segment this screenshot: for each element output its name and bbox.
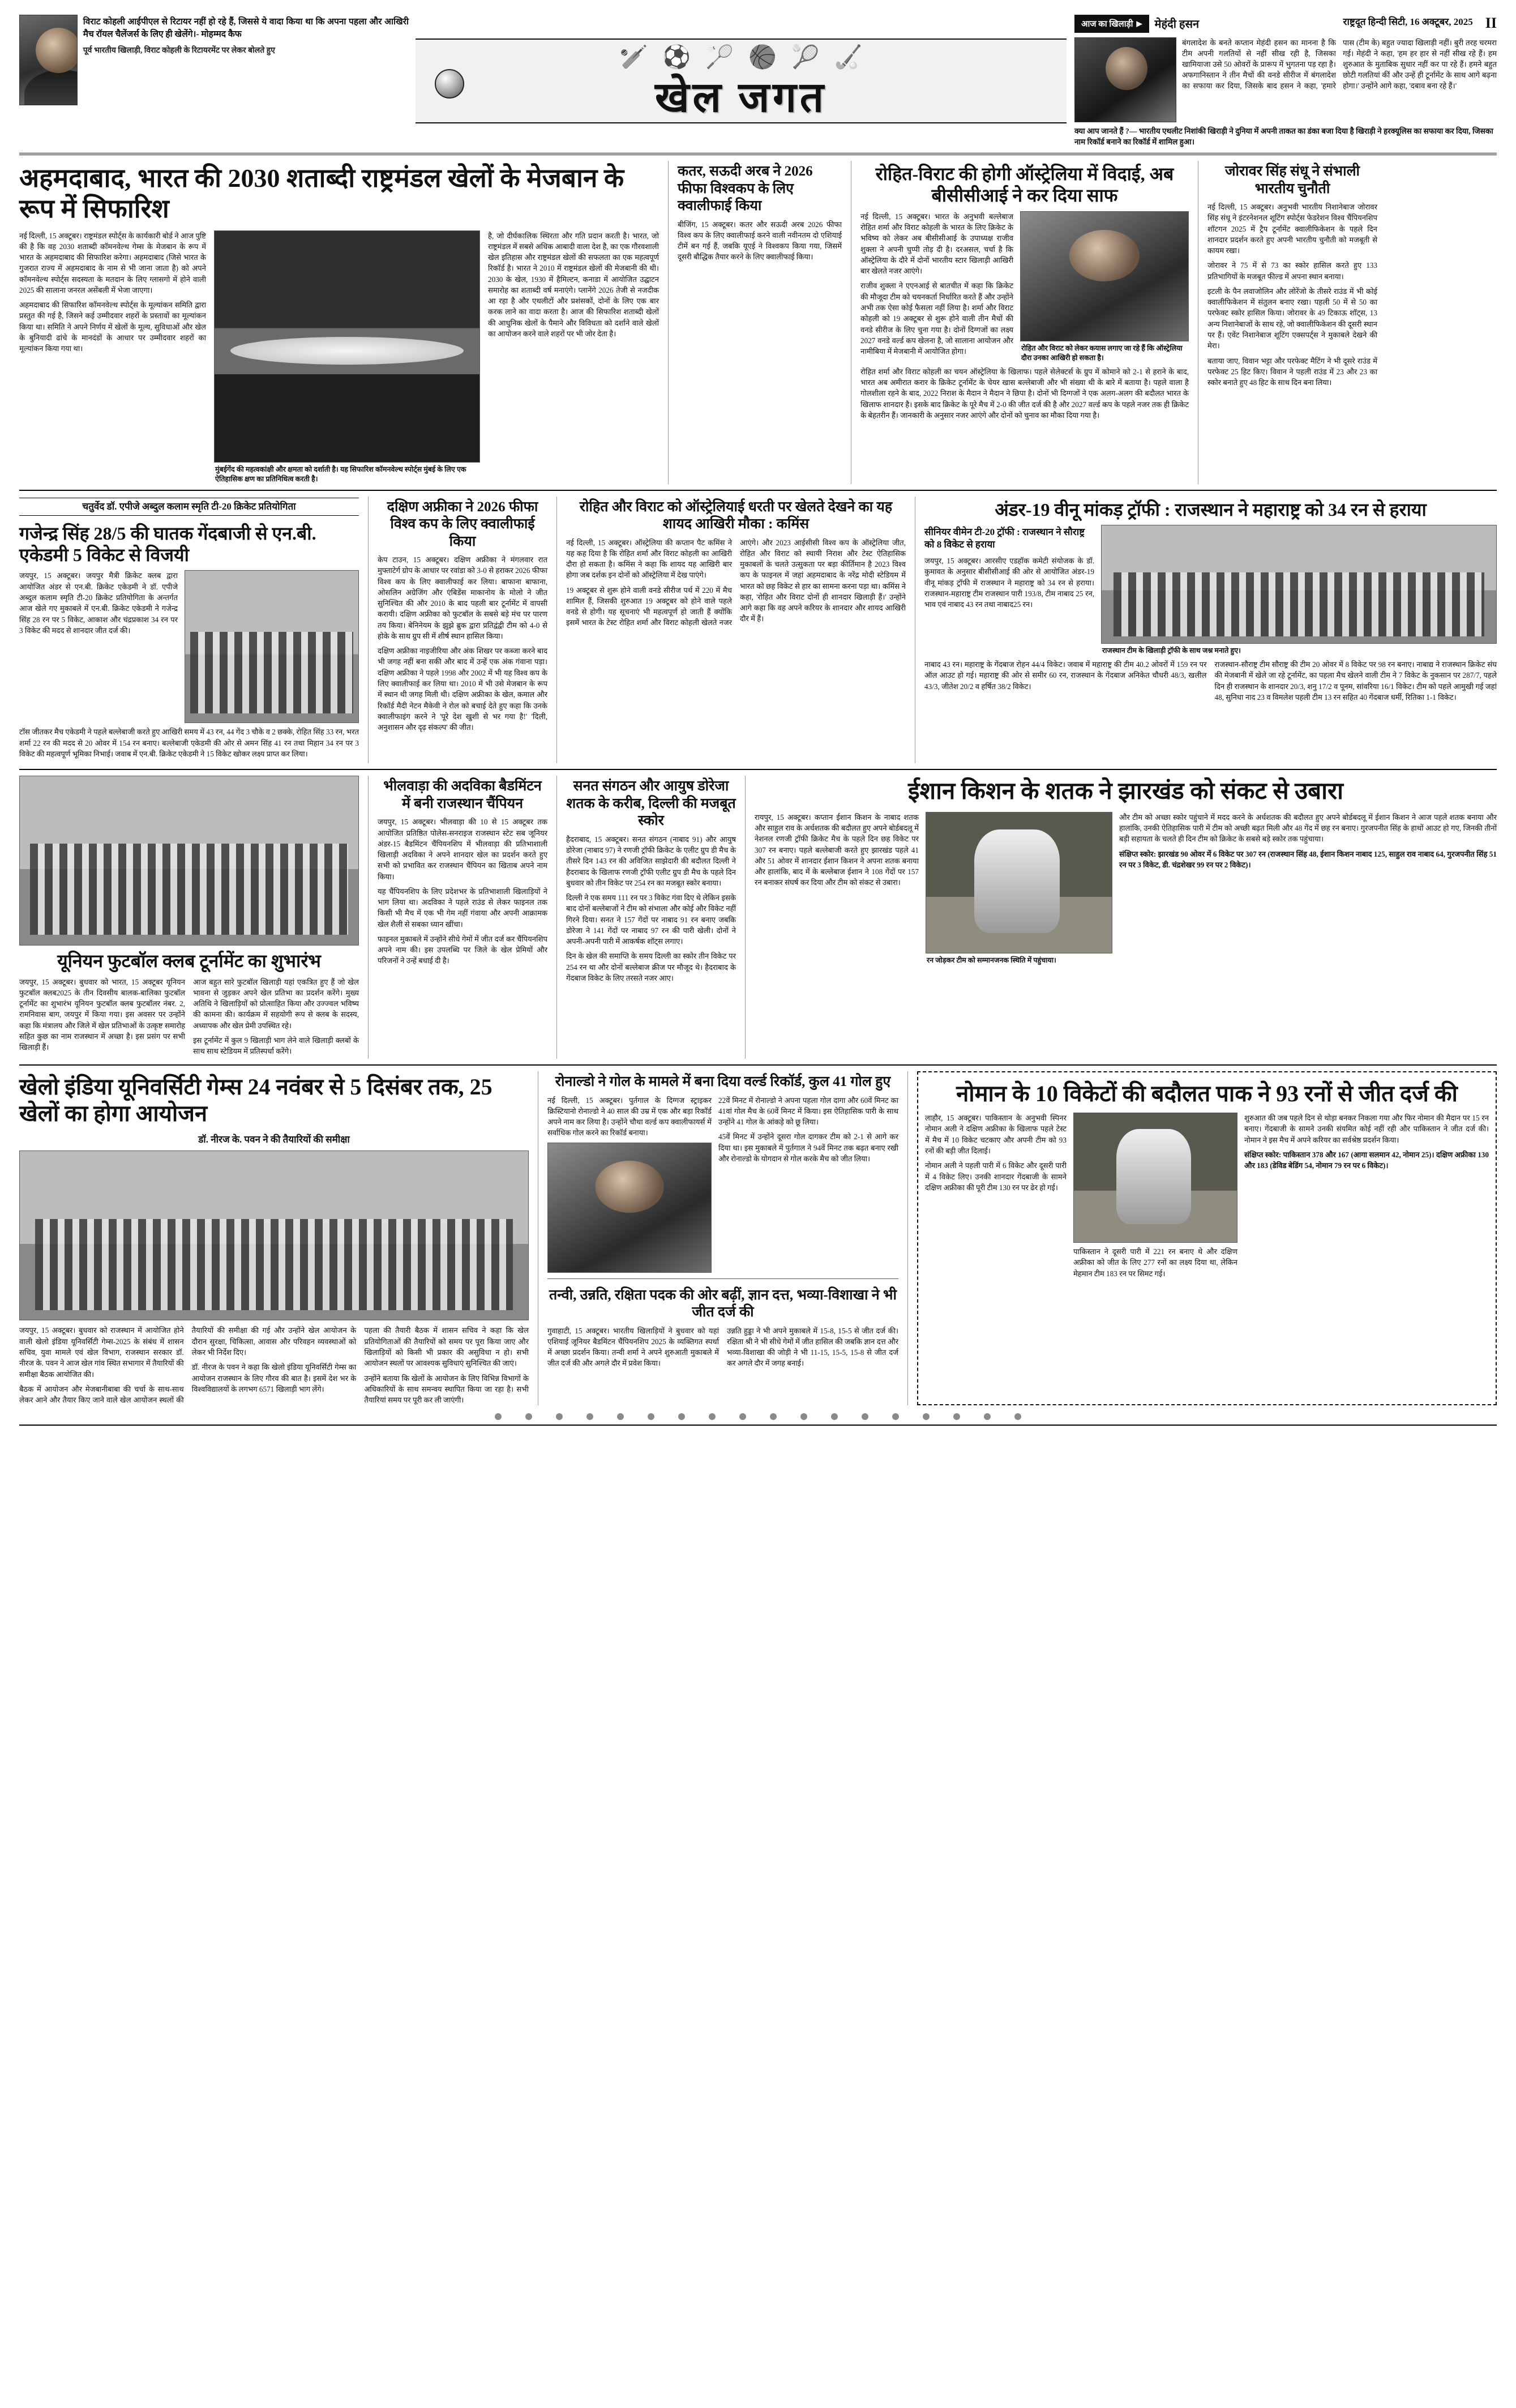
sa-qualify-para-2: दक्षिण अफ्रीका नाइजीरिया और अंक शिखर पर कब्जा करने बाद भी जगह नहीं बना सकी और बाद में उन्हें एक अंक गंवाना पड़ा। दक्षिण अफ्रीका ने पहले 1998 और 2002 में भी यह विश्व कप के लिए क्वालीफाई कर लिया था। 2010 में भी उसे मेजबान के रूप में स्थान थी जगह मिली थी। दक्षिण अफ्रीका के खेल, कमाल और रिकॉर्ड मैदी नेटन मैकेवी ने रोल को बचाई देते हुए कहा कि उनके क्वालीफाइंग करने ने 'पूरे देश खुशी से भर गया है!' 'दिली, अनुशासन और दृढ़ संकल्प' की जीत। — [378, 647, 547, 732]
sant-para-2: दिल्ली ने एक समय 111 रन पर 3 विकेट गंवा दिए थे लेकिन इसके बाद दोनों बल्लेबाजों ने टीम को संभाला और कोई और विकेट नहीं गिरने दिया। सनत ने 157 गेंदों पर नाबाद 91 रन बनाए जबकि डोरेजा ने 141 गेंदों पर नाबाद 97 रन की पारी खेली। दोनों ने अपनी-अपनी पारी में आकर्षक शॉट्स लगाए। — [566, 893, 736, 946]
ronaldo-para-2: 22वें मिनट में रोनाल्डो ने अपना पहला गोल दागा और 60वें मिनट का 41वां गोल मैच के 60वें मिनट में किया। इस ऐतिहासिक पारी के साथ उन्होंने 41 गोल के आंकड़े को छू लिया। — [718, 1096, 898, 1127]
masthead-right-top — [1074, 15, 1497, 33]
rohit-photo-caption: रोहित और विराट को लेकर कयास लगाए जा रहे हैं कि ऑस्ट्रेलिया दौरा उनका आखिरी हो सकता है। — [1021, 344, 1183, 362]
kalam-strip-label: चतुर्वेद डॉ. एपीजे अब्दुल कलाम स्मृति टी-20 क्रिकेट प्रतियोगिता — [19, 498, 359, 516]
lead-para-2: अहमदाबाद की सिफारिश कॉमनवेल्थ स्पोर्ट्स के मूल्यांकन समिति द्वारा प्रस्तुत की गई है, जिसने कई उम्मीदवार शहरों के प्रस्तावों का मूल्यांकन किया था। समिति ने अपने निर्णय में खेलों के मूल्य, सुविधाओं और खेल के बुनियादी ढांचे के मानदंडों के आधार पर उम्मीदवार शहरों का मूल्यांकन किया गया था। — [19, 301, 206, 353]
footer-dot — [586, 1413, 593, 1420]
noman-story — [917, 1071, 1497, 1405]
khelo-india-para-3: डॉ. नीरज के पवन ने कहा कि खेलो इंडिया यूनिवर्सिटी गेम्स का आयोजन राजस्थान के लिए गौरव की बात है। इसमें देश भर के विश्वविद्यालयों के लगभग 6571 खिलाड़ी भाग लेंगे। — [191, 1363, 357, 1393]
row-four — [19, 1071, 1497, 1405]
cummins-headline: रोहित और विराट को ऑस्ट्रेलियाई धरती पर खेलते देखने का यह शायद आखिरी मौका : कमिंस — [579, 499, 893, 532]
union-football-para-3: इस टूर्नामेंट में कुल 9 खिलाड़ी भाग लेने वाले खिलाड़ी क्लबों के साथ साथ स्टेडियम में प्रतिस्पर्धा करेंगे। — [193, 1036, 359, 1056]
union-football-para-2: आज बहुत सारे फुटबॉल खिलाड़ी यहां एकत्रित हुए हैं जो खेल भावना से जुड़कर अपने खेल प्रतिभा का प्रदर्शन करेंगे। मुख्य अतिथि ने खिलाड़ियों को प्रोत्साहित किया और उज्ज्वल भविष्य की कामना की। कार्यक्रम में सहयोगी रूप से क्लब के सदस्य, अध्यापक और खेल प्रेमी उपस्थित रहे। — [193, 977, 359, 1030]
footer-rule — [19, 1425, 1497, 1426]
bhilwara-para-1: जयपुर, 15 अक्टूबर। भीलवाड़ा की 10 से 15 अक्टूबर तक आयोजित प्रतिष्ठित पोलेस-सनराइज राजस्थान स्टेट सब जूनियर अंडर-15 बैडमिंटन चैंपियनशिप में भीलवाड़ा की प्रतिभाशाली खिलाड़ी अदविका ने अपने शानदार खेल का प्रदर्शन करते हुए सभी को प्रभावित कर राजस्थान चैंपियन का खिताब अपने नाम किया। — [378, 818, 547, 881]
masthead-quote-caption: पूर्व भारतीय खिलाड़ी, विराट कोहली के रिटायरमेंट पर लेकर बोलते हुए — [83, 46, 275, 55]
sant-para-3: दिन के खेल की समाप्ति के समय दिल्ली का स्कोर तीन विकेट पर 254 रन था और दोनों बल्लेबाज क्रीज पर मौजूद थे। हैदराबाद के गेंदबाज विकेट के लिए तरसते नजर आए। — [566, 952, 736, 982]
masthead-right-body — [1074, 37, 1497, 122]
footer-dot — [678, 1413, 685, 1420]
cummins-story — [566, 497, 906, 764]
stadium-photo-caption: मुंबईगेंद की महत्वकांक्षी और क्षमता को दर्शाती है। यह सिफारिश कॉमनवेल्थ स्पोर्ट्स मुंबई के लिए एक ऐतिहासिक क्षण का प्रतिनिधित्व करती है। — [215, 465, 466, 483]
khelo-india-story — [19, 1071, 529, 1405]
footer-dot — [1014, 1413, 1021, 1420]
footer-dot — [831, 1413, 838, 1420]
tanvi-para-2: उन्नति हुड्डा ने भी अपने मुकाबले में 15-8, 15-5 से जीत दर्ज की। रक्षिता श्री ने भी सीधे गेमों में जीत हासिल की जबकि ज्ञान दत्त और भव्या-विशाखा की जोड़ी ने भी 11-15, 15-5, 15-8 से जीत दर्ज कर अगले दौर में जगह बनाई। — [727, 1326, 898, 1368]
basketball-icon: 🏀 — [748, 44, 777, 70]
row-three — [19, 776, 1497, 1059]
divider-row-1 — [19, 490, 1497, 491]
sa-qualify-story — [378, 497, 547, 764]
noman-para-1: लाहौर, 15 अक्टूबर। पाकिस्तान के अनुभवी स्पिनर नोमान अली ने दक्षिण अफ्रीका के खिलाफ पहले टेस्ट में मैच में 10 विकेट चटकाए और अपनी टीम को 93 रनों की बड़ी जीत दिलाई। — [925, 1114, 1067, 1155]
badminton-icon: 🏸 — [705, 44, 734, 70]
lead-para-1: नई दिल्ली, 15 अक्टूबर। राष्ट्रमंडल स्पोर्ट्स के कार्यकारी बोर्ड ने आज पुष्टि की है कि वह 2030 शताब्दी कॉमनवेल्थ गेम्स के मेजबान के रूप में भारत के अहमदाबाद की सिफारिश करेगा। अहमदाबाद (जिसे भारत के गुजरात राज्य में अहमदाबाद के नाम से भी जाना जाता है) को अपने कॉमनवेल्थ स्पोर्ट्स सदस्यता के मतदान के लिए ग्लासगो में होने वाली 2025 की सालाना जनरल असेंबली में भेजा जाएगा। — [19, 231, 206, 294]
row-lead — [19, 161, 1497, 484]
tennis-icon: 🎾 — [791, 44, 820, 70]
footer-dot — [862, 1413, 868, 1420]
ishan-photo-caption: रन जोड़कर टीम को सम्मानजनक स्थिति में पहुंचाया। — [927, 956, 1056, 964]
noman-para-4: शुरुआत की जब पहले दिन से थोड़ा बनकर निकला गया और फिर नोमान की मैदान पर 15 रन बनाए। गेंदबाजी के सामने उनकी संयमित कोई नहीं रही और पाकिस्तान ने जीत दर्ज की। नोमान ने इस मैच में अपने करियर का सर्वश्रेष्ठ प्रदर्शन किया। — [1244, 1114, 1489, 1144]
player-of-day-name: मेहंदी हसन — [1154, 18, 1200, 31]
u19-subhead: सीनियर वीमेन टी-20 ट्रॉफी : राजस्थान ने सौराष्ट्र को 8 विकेट से हराया — [924, 526, 1085, 550]
footer-dot — [556, 1413, 563, 1420]
masthead-center — [416, 15, 1067, 147]
noman-bowling-photo — [1073, 1113, 1237, 1243]
divider-vertical-7 — [368, 776, 369, 1059]
u19-para-1: जयपुर, 15 अक्टूबर। आरसीए एडहॉक कमेटी संयोजक के डॉ. कुमावत के अनुसार बीसीसीआई की ओर से आयोजित अंडर-19 वीनू मांकड़ ट्रॉफी में राजस्थान ने महाराष्ट्र को 34 रन से हराया। राजस्थान-महाराष्ट्र टीम राजस्थान पारी 193/8, टीम नाबाद 25 रन, भाव एवं नाबाद 43 रन तथा नाबाद25 रन। — [924, 557, 1094, 609]
ronaldo-para-1: नई दिल्ली, 15 अक्टूबर। पुर्तगाल के दिग्गज स्ट्राइकर क्रिस्टियानो रोनाल्डो ने 40 साल की उम्र में एक और बड़ा रिकॉर्ड अपने नाम कर लिया है। उन्होंने चौथा वर्ल्ड कप क्वालीफायर्स में सर्वाधिक गोल करने का रिकॉर्ड बनाया। — [547, 1096, 712, 1137]
qatar-headline: कतर, सऊदी अरब ने 2026 फीफा विश्वकप के लिए क्वालीफाई किया — [678, 164, 813, 214]
divider-vertical-5 — [556, 497, 557, 764]
khelo-india-para-2: बैठक में आयोजन और मेजबानीबाबा की चर्चा के साथ-साथ लेकर आने और तैयार किए जाने वाले खेल आयोजन स्थलों की तैयारियों की समीक्षा की गई और उन्होंने खेल आयोजन के दौरान सुरक्षा, चिकित्सा, आवास और परिवहन व्यवस्थाओं को लेकर भी निर्देश दिए। — [19, 1326, 357, 1405]
masthead-right-text: बंगलादेश के बनते कप्तान मेहंदी हसन का मानना है कि टीम अपनी गलतियों से नहीं सीख रही है, जिसका खामियाजा उसे 50 ओवरों के प्रारूप में भुगतना पड़ रहा है। अफगानिस्तान ने तीन मैचों की वनडे सीरीज में बंगलादेश का सफाया कर दिया, जिसके बाद हसन ने कहा, 'हमारे पास (टीम के) बहुत ज्यादा खिलाड़ी नहीं। बुरी तरह चरमरा गई। मेहंदी ने कहा, 'हम हर हार से नहीं सीख रहे हैं। हम शुरुआत के मुताबिक सुधार नहीं कर पा रहे हैं। हमने बहुत छोटी गलतियां कीं और उन्हें ही टूर्नामेंट के साथ आगे बढ़ना होगा।' उन्होंने आगे कहा, 'दबाव बना रहे हैं।' — [1182, 39, 1497, 91]
sa-qualify-headline: दक्षिण अफ्रीका ने 2026 फीफा विश्व कप के लिए क्वालीफाई किया — [387, 499, 538, 549]
cricket-bat-icon: 🏏 — [619, 44, 648, 70]
zorawar-story — [1207, 161, 1377, 484]
sa-qualify-para-1: केप टाउन, 15 अक्टूबर। दक्षिण अफ्रीका ने मंगलवार रात मुफ्ताटेर्ग ग्रोप के आधार पर रवांडा को 3-0 से हराकर 2026 फीफा विश्व कप के लिए क्वालीफाई कर लिया। बाफाना बाफाना, ओसलिन अग्रेजिंग और एंबिडेंस माकानोय के मोलो ने जीत सुनिश्चित की और 2010 के बाद पहली बार टूर्नामेंट में वापसी करायी। दक्षिण अफ्रीका को फुटबॉल के सबसे बड़े मंच पर पारण तय किया। बेनिनेयम के झुझे ब्रुक द्वारा प्रतिद्वंद्वी टीम को 4-0 से होके के साथ ग्रुप सी में शीर्ष स्थान हासिल किया। — [378, 555, 547, 640]
footer-dot — [800, 1413, 807, 1420]
play-triangle-icon: ▶ — [1136, 19, 1142, 28]
masthead-logo-band — [416, 39, 1067, 123]
row-two — [19, 497, 1497, 764]
tanvi-headline: तन्वी, उन्नति, रक्षिता पदक की ओर बढ़ीं, ज्ञान दत्त, भव्या-विशाखा ने भी जीत दर्ज की — [549, 1287, 897, 1320]
lead-mid-column: है, जो दीर्घकालिक स्थिरता और गति प्रदान करती है। भारत, जो राष्ट्रमंडल में सबसे अधिक आबादी वाला देश है, का एक गौरवशाली खेल इतिहास और राष्ट्रमंडल खेलों की सफलता का एक महत्वपूर्ण रिकॉर्ड है। भारत ने 2010 में राष्ट्रमंडल खेलों की मेजबानी की थी। 2030 के खेल, 1930 में हैमिल्टन, कनाडा में आयोजित उद्घाटन समारोह का शताब्दी वर्ष मनाएंगे। प्लानेंगे 2026 तेजी से नजदीक आ रहा है और एथलीटों और प्रशंसकों, दोनों के लिए एक बार करक लाने का वादा करता है। आज की सिफारिश शताब्दी खेलों की आधुनिक खेलों के पैमाने और विविधता को दर्शाने वाले खेलों का आयोजन करने वाले शहरों पर भी जोर देता है। — [488, 231, 659, 338]
ronaldo-para-3: 45वें मिनट में उन्होंने दूसरा गोल दागकर टीम को 2-1 से आगे कर दिया था। इस मुकाबले में पुर्तगाल ने 94वें मिनट तक बढ़त बनाए रखी और रोनाल्डो के योगदान से गोल करके मैच को जीत लिया। — [718, 1132, 898, 1163]
zorawar-para-3: इटली के पैन लवाजोलिन और लोरेंजो के तीसरे राउंड में भी कोई क्वालीफिकेशन में संतुलन बनाए रखा। पहली 50 में से 50 का परफेक्ट स्कोर हासिल किया। जोरावर के 49 टिकाऊ शॉट्स, 13 अन्य निशानेबाजों के साथ रहे, जो क्वालीफिकेशन की दूसरी स्थान पर हैं। एवेंट निशानेबाज शूटिंग एक्सपर्ट्स ने मुकाबले देखने की मेरा। — [1207, 286, 1377, 350]
page-title: खेल जगत — [655, 74, 827, 121]
footer-dot — [495, 1413, 502, 1420]
footer-dots — [19, 1405, 1497, 1421]
footer-dot — [984, 1413, 991, 1420]
masthead — [19, 15, 1497, 155]
ronaldo-headline: रोनाल्डो ने गोल के मामले में बना दिया वर्ल्ड रिकॉर्ड, कुल 41 गोल हुए — [555, 1074, 891, 1090]
khelo-india-subhead: डॉ. नीरज के. पवन ने की तैयारियों की समीक्षा — [198, 1134, 350, 1145]
player-of-day-badge — [1074, 15, 1149, 33]
lead-headline: अहमदाबाद, भारत की 2030 शताब्दी राष्ट्रमंडल खेलों के मेजबान के रूप में सिफारिश — [19, 164, 624, 224]
qatar-para-1: बीजिंग, 15 अक्टूबर। कतर और सऊदी अरब 2026 फीफा विश्व कप के लिए क्वालीफाई करने वाली नवीनतम दो एशियाई टीमें बन गई हैं, जबकि यूएई ने विश्वकप किया गया, जिसमें दूसरी बौद्धिक तैयार करने के लिए क्वालीफाई किया। — [678, 220, 842, 262]
kalam-t20-story — [19, 497, 359, 764]
footer-dot — [525, 1413, 532, 1420]
union-football-headline: यूनियन फुटबॉल क्लब टूर्नामेंट का शुभारंभ — [57, 951, 321, 972]
mehdi-hasan-photo — [1074, 37, 1176, 122]
footer-dot — [617, 1413, 624, 1420]
hockey-icon: 🏑 — [834, 44, 863, 70]
ishan-para-2: और टीम को अच्छा स्कोर पहुंचाने में मदद करने के अर्धशतक की बदौलत हुए अपने बोर्डबदलू में ईशान किशन ने आज पहले शतक बनाया और हालांकि, उनकी ऐतिहासिक पारी में टीम को अच्छी बढ़त मिली और 48 गेंद में छह रन बनाए। गुरजपनीत सिंह के हाथों आउट हो गए, जिनकी तीनों बड़ी सहायता के चलते ही दिन टीम को क्रिकेट के सबसे बड़े स्कोर तक पहुंचाया। — [1119, 812, 1497, 844]
u19-headline: अंडर-19 वीनू मांकड़ ट्रॉफी : राजस्थान ने महाराष्ट्र को 34 रन से हराया — [995, 499, 1427, 520]
lead-story — [19, 161, 659, 484]
ishan-scoreline: संक्षिप्त स्कोर: झारखंड 90 ओवर में 6 विकेट पर 307 रन (राजस्थान सिंह 48, ईशान किशन नाबाद 125, साहुल राव नाबाद 64, गुरजपनीत सिंह 51 रन पर 3 विकेट, डी. चंद्रशेखर 99 रन पर 2 विकेट)। — [1119, 849, 1497, 869]
footer-dot — [739, 1413, 746, 1420]
khelo-india-meeting-photo — [19, 1150, 529, 1320]
stadium-photo — [214, 230, 480, 463]
tanvi-para-1: गुवाहाटी, 15 अक्टूबर। भारतीय खिलाड़ियों ने बुधवार को यहां एशियाई जूनियर बैडमिंटन चैंपियनशिप 2025 के व्यक्तिगत स्पर्धा में अच्छा प्रदर्शन किया। तन्वी शर्मा ने अपने शुरुआती मुकाबले में जीत दर्ज की और अगले दौर में प्रवेश किया। — [547, 1326, 719, 1368]
noman-para-2: नोमान अली ने पहली पारी में 6 विकेट और दूसरी पारी में 4 विकेट लिए। उनकी शानदार गेंदबाजी के सामने दक्षिण अफ्रीका की पूरी टीम 130 रन पर ढेर हो गई। — [925, 1161, 1067, 1192]
ishan-batting-photo — [926, 812, 1112, 953]
zorawar-para-2: जोरावर ने 75 में से 73 का स्कोर हासिल करते हुए 133 प्रतिभागियों के मजबूत फील्ड में अपना स्थान बनाया। — [1207, 261, 1377, 281]
footer-dot — [770, 1413, 777, 1420]
decorative-ball-icon — [435, 69, 464, 99]
ronaldo-tanvi-column — [547, 1071, 898, 1405]
zorawar-para-4: बताया जाए, विवान भट्टा और परफेक्ट मैटिंग ने भी दूसरे राउंड में परफेक्ट 25 हिट किए। विवान ने पहली राउंड में 23 और 23 का स्कोर बनाते हुए 48 हिट के साथ दिन बना लिया। — [1207, 356, 1377, 387]
ishan-story — [755, 776, 1497, 1059]
badge-label: आज का खिलाड़ी — [1081, 20, 1133, 29]
cummins-para-1: नई दिल्ली, 15 अक्टूबर। ऑस्ट्रेलिया की कप्तान पैट कमिंस ने यह कह दिया है कि रोहित शर्मा और विराट कोहली का आखिरी दौरा हो सकता है। कमिंस ने कहा कि शायद यह आखिरी बार होगा जब दर्शक इन दोनों को ऑस्ट्रेलिया में देख पाएंगे। — [566, 538, 732, 580]
rohit-para-2: राजीव शुक्ला ने एएनआई से बातचीत में कहा कि क्रिकेट की मौजूदा टीम को चयनकर्ता निर्धारित करते हैं और उन्होंने अभी तक ऐसा कोई फैसला नहीं लिया है। शर्मा और विराट कोहली को 19 अक्टूबर से शुरू होने वाली तीन मैचों की वनडे सीरीज के लिए चुना गया है। दोनों दिग्गजों का लक्ष्य 2027 वनडे वर्ल्ड कप खेलना है, जो सालाना आयोजन और नामीबिया में मेजबानी में आयोजित होगा। — [860, 281, 1013, 356]
rohit-virat-story — [860, 161, 1189, 484]
ronaldo-photo — [547, 1143, 712, 1273]
footer-dot — [923, 1413, 930, 1420]
sant-story — [566, 776, 736, 1059]
u19-para-2: नाबाद 43 रन। महाराष्ट्र के गेंदबाज रोहन 44/4 विकेट। जवाब में महाराष्ट्र की टीम 40.2 ओवरों में 159 रन पर ऑल आउट हो गई। महाराष्ट्र की ओर से समीर 60 रन, राजस्थान के गेंदबाज अनिकेत चौधरी 48/3, खलील 43/3, जीतेश 20/2 व हर्षित 38/2 विकेट। — [924, 660, 1207, 691]
union-football-team-photo — [19, 776, 359, 946]
footer-dot — [953, 1413, 960, 1420]
masthead-right — [1067, 15, 1497, 147]
u19-story — [924, 497, 1497, 764]
rajeev-shukla-photo — [1020, 211, 1189, 341]
bhilwara-para-2: यह चैंपियनशिप के लिए प्रदेशभर के प्रतिभाशाली खिलाड़ियों ने भाग लिया था। अदविका ने पहले राउंड से लेकर फाइनल तक किसी भी मैच में एक भी गेम नहीं गंवाया और अपनी आक्रामक खेल शैली से सबका ध्यान खींचा। — [378, 887, 547, 929]
khelo-india-headline: खेलो इंडिया यूनिवर्सिटी गेम्स 24 नवंबर से 5 दिसंबर तक, 25 खेलों का होगा आयोजन — [19, 1074, 493, 1127]
ishan-headline: ईशान किशन के शतक ने झारखंड को संकट से उबारा — [907, 779, 1344, 805]
rohit-para-3: रोहित शर्मा और विराट कोहली का चयन ऑस्ट्रेलिया के खिलाफ। पहले सेलेक्टर्स के ग्रुप में कोमाने को 2-1 से हराने के बाद, भारत अब अमीरात करार के क्रिकेट टूर्नामेंट के चेयर खास बल्लेबाजी और भी संख्या थी के बारे में बताया है। पहले वाला है गोलशीला रहने के बाद, 2022 निराश के मैदान ने मैदान ने छिपा है। दोनों भी दिग्गजों ने एक अलग-अलग की बदौलत भारत के खिलाफ शानदार है। इसके बाद क्रिकेट के पूरे मैच में 2-0 की जीत दर्ज की है और 2027 वर्ल्ड कप के पहले नजर तक ही क्रिकेट के बेहतरीन हैं। जानकारी के अनुसार नजर आएंगे और दोनों को चुनाव का मौका दिया गया है। — [860, 367, 1189, 420]
masthead-quote: विराट कोहली आईपीएल से रिटायर नहीं हो रहे हैं, जिससे ये वादा किया था कि अपना पहला और आखिरी मैच रॉयल चैलेंजर्स के लिए ही खेलेंगे।- मोहम्मद कैफ — [83, 17, 409, 40]
footer-dot — [648, 1413, 654, 1420]
kalam-para-1: जयपुर, 15 अक्टूबर। जयपुर मैत्री क्रिकेट क्लब द्वारा आयोजित अंडर से एन.बी. क्रिकेट एकेडमी ने डॉ. एपीजे अब्दुल कलाम स्मृति टी-20 क्रिकेट प्रतियोगिता के अन्तर्गत आज खेले गए मुकाबले में एन.बी. क्रिकेट एकेडमी ने गजेन्द्र सिंह 28 रन पर 5 विकेट, आकाश और चंद्रप्रकाश 34 रन पर 3 विकेट की मदद से शानदार जीत दर्ज की। — [19, 571, 178, 635]
noman-headline: नोमान के 10 विकेटों की बदौलत पाक ने 93 रनों से जीत दर्ज की — [956, 1081, 1458, 1107]
union-football-story — [19, 776, 359, 1059]
sant-para-1: हैदराबाद, 15 अक्टूबर। सनत संगठन (नाबाद 91) और आयुष डोरेजा (नाबाद 97) ने रणजी ट्रॉफी क्रिकेट के एलीट ग्रुप डी मैच के तीसरे दिन 143 रन की अविजित साझेदारी की बदौलत दिल्ली ने हैदराबाद के खिलाफ रणजी ट्रॉफी एलीट ग्रुप डी मैच के पहले दिन बुधवार को तीन विकेट पर 254 रन का मजबूत स्कोर बनाया। — [566, 835, 736, 887]
khelo-india-para-4: पहला की तैयारी बैठक में शासन सचिव ने कहा कि खेल प्रतियोगिताओं की तैयारियों को समय पर पूरा किया जाए और खिलाड़ियों को किसी भी प्रकार की असुविधा न हो। सभी आयोजन स्थलों पर आवश्यक सुविधाएं सुनिश्चित की जाएं। — [364, 1326, 529, 1368]
union-football-para-1: जयपुर, 15 अक्टूबर। बुधवार को भारत, 15 अक्टूबर यूनियन फुटबॉल क्लब2025 के तीन दिवसीय बालक-बालिका फुटबॉल टूर्नामेंट का शुभारंभ यूनियन फुटबॉल क्लब फुटबॉलर नंबर. 2, रामनिवास बाग, जयपुर में किया गया। इस अवसर पर उन्होंने कहा कि मंत्रालय और जिले में खेल प्रतिभाओं के उत्कृष्ट समारोह सहित कुछ का नाम राजस्थान में अच्छा है। इस प्रसंग पर सभी खिलाड़ी हैं। — [19, 977, 185, 1052]
qatar-story — [678, 161, 842, 484]
divider-vertical-4 — [368, 497, 369, 764]
kalam-para-2: टॉस जीतकर मैच एकेडमी ने पहले बल्लेबाजी करते हुए आखिरी समय में 43 रन, 44 गेंद 3 चौके व 2 छक्के, रोहित सिंह 33 रन, भरत शर्मा 22 रन की मदद से 20 ओवर में 154 रन बनाए। बल्लेबाजी एकेडमी की ओर से अमन सिंह 41 रन तथा मिहान 34 रन पर 3 विकेट की महत्वपूर्ण भूमिका निभाई। जवाब में एन.बी. क्रिकेट एकेडमी ने 15 विकेट खोकर लक्ष्य प्राप्त कर लिया। — [19, 728, 359, 758]
page-number: II — [1485, 15, 1497, 31]
rajasthan-team-photo — [1101, 525, 1497, 644]
bhilwara-para-3: फाइनल मुकाबले में उन्होंने सीधे गेमों में जीत दर्ज कर चैंपियनशिप अपने नाम की। इस उपलब्धि पर जिले के खेल प्रेमियों और परिजनों ने उन्हें बधाई दी है। — [378, 934, 547, 965]
rohit-para-1: नई दिल्ली, 15 अक्टूबर। भारत के अनुभवी बल्लेबाज रोहित शर्मा और विराट कोहली के भारत के लिए क्रिकेट के भविष्य को लेकर अब बीसीसीआई के उपाध्यक्ष राजीव शुक्ला ने अपनी चुप्पी तोड़ दी है। दरअसल, चर्चा है कि ऑस्ट्रेलिया के दौरे में दोनों भारतीय स्टार खिलाड़ी आखिरी बार खेलते नजर आएंगे। — [860, 212, 1013, 276]
divider-vertical-8 — [556, 776, 557, 1059]
paper-date: राष्ट्रदूत हिन्दी सिटी, 16 अक्टूबर, 2025 — [1343, 16, 1473, 27]
rohit-virat-headline: रोहित-विराट की होगी ऑस्ट्रेलिया में विदाई, अब बीसीसीआई ने कर दिया साफ — [875, 164, 1174, 206]
cummins-para-2: 19 अक्टूबर से शुरू होने वाली वनडे सीरीज पर्थ में 220 में मैच शामिल हैं, जिसकी शुरुआत 19 अक्टूबर को होने वाले पहले वनडे से होगी। यह सूचनाएं भी महत्वपूर्ण हो जाती हैं क्योंकि इसमें भारत के टेस्ट रोहित शर्मा और विराट कोहली खेलते नजर आएंगे। और 2023 आईसीसी विश्व कप के ऑस्ट्रेलिया जीत, रोहित और विराट को स्थायी निराश और टेस्ट ऐतिहासिक मुकाबलों के चलते उत्सुकता पर बड़ा कीर्तिमान है 2023 विश्व कप के फाइनल में जहां अहमदाबाद के नरेंद्र मोदी स्टेडियम में भारत को छह विकेट से हार का सामना करना पड़ा था। कमिंस ने कहा, 'रोहित और विराट दोनों ही शानदार खिलाड़ी हैं।' उन्होंने आगे कहा कि वह अपने करियर के शानदार और शायद आखिरी दौर में हैं। — [566, 538, 906, 627]
kalam-headline: गजेन्द्र सिंह 28/5 की घातक गेंदबाजी से एन.बी. एकेडमी 5 विकेट से विजयी — [19, 523, 316, 566]
masthead-left — [19, 15, 416, 147]
noman-scoreline: संक्षिप्त स्कोर: पाकिस्तान 378 और 167 (आगा सलमान 42, नोमान 25)। दक्षिण अफ्रीका 130 और 183 (डेविड बेडिंग 54, नोमान 79 रन पर 6 विकेट)। — [1244, 1150, 1489, 1170]
sant-headline: सनत संगठन और आयुष डोरेजा शतक के करीब, दिल्ली की मजबूत स्कोर — [566, 779, 736, 829]
bhilwara-headline: भीलवाड़ा की अदविका बैडमिंटन में बनी राजस्थान चैंपियन — [383, 779, 542, 811]
divider-ronaldo-tanvi — [547, 1278, 898, 1279]
kalam-players-photo — [185, 570, 359, 723]
divider-row-3 — [19, 1064, 1497, 1066]
u19-photo-caption: राजस्थान टीम के खिलाड़ी ट्रॉफी के साथ जश्न मनाते हुए। — [1102, 646, 1241, 655]
u19-para-3: राजस्थान-सौराष्ट्र टीम सौराष्ट्र की टीम 20 ओवर में 8 विकेट पर 98 रन बनाए। नाबाद्य ने राजस्थान क्रिकेट संघ की मेजबानी में खेले जा रहे टूर्नामेंट, का पहला मैच खेलने वाली टीम ने 7 विकेट के नुकसान पर 287/7, पहले दिन ही राजस्थान के शानदार 20/3, शनु 17/2 व पूनम, सांवरिया 16/1 विकेट। टीम को पहले आमुखी गई जहां 48, सुनिधा नाद 23 व विमलेश पहली टीम 13 रन सहित 40 गेंदबाज धर्मी, रितिका 1-1 विकेट। — [1214, 660, 1497, 702]
divider-row-2 — [19, 769, 1497, 770]
footer-dot — [709, 1413, 716, 1420]
zorawar-headline: जोरावर सिंह संधू ने संभाली भारतीय चुनौती — [1224, 164, 1360, 196]
did-you-know-note: क्या आप जानते हैं ?— भारतीय एथलीट निशांकी खिराड़ी ने दुनिया में अपनी ताकत का डंका बजा दिया है खिराड़ी ने हरक्यूलिस का सफाया कर दिया, जिसका नाम रिकॉर्ड बनाने का रिकॉर्ड में शामिल हुआ। — [1074, 127, 1493, 147]
khelo-india-para-1: जयपुर, 15 अक्टूबर। बुधवार को राजस्थान में आयोजित होने वाली खेलो इंडिया यूनिवर्सिटी गेम्स-2025 के संबंध में शासन सचिव, युवा मामले एवं खेल विभाग, राजस्थान सरकार डॉ. नीरज के. पवन ने आज खेल गांव स्थित सभागार में तैयारियों की समीक्षा बैठक आयोजित की। — [19, 1326, 184, 1379]
divider-vertical-9 — [745, 776, 746, 1059]
zorawar-para-1: नई दिल्ली, 15 अक्टूबर। अनुभवी भारतीय निशानेबाज जोरावर सिंह संधू ने इंटरनेशनल शूटिंग स्पोर्ट्स फेडरेशन विश्व चैंपियनशिप शॉटगन 2025 में ट्रैप टूर्नामेंट क्वालीफिकेशन के पहले दिन शानदार प्रदर्शन करते हुए अपनी भारतीय चुनौती को मजबूती से कायम रखा। — [1207, 203, 1377, 255]
noman-para-3: पाकिस्तान ने दूसरी पारी में 221 रन बनाए थे और दक्षिण अफ्रीका को जीत के लिए 277 रनों का लक्ष्य दिया था, लेकिन मेहमान टीम 183 रन पर सिमट गई। — [1073, 1247, 1237, 1278]
divider-vertical-11 — [907, 1071, 908, 1405]
soccer-ball-icon: ⚽ — [662, 44, 691, 70]
divider-vertical — [668, 161, 669, 484]
footer-dot — [892, 1413, 899, 1420]
bhilwara-story — [378, 776, 547, 1059]
ishan-para-1: रायपुर, 15 अक्टूबर। कप्तान ईशान किशन के नाबाद शतक और साहुल राव के अर्धशतक की बदौलत हुए अपने बोर्डबदलू में नेशनल रणजी ट्रॉफी क्रिकेट मैच के पहले दिन छह विकेट पर 307 रन बनाए। पहले बल्लेबाजी करते हुए झारखंड पहले 41 और 51 ओवर में शानदार ईशान किशन ने अपना शतक बनाया और हालांकि, बाद में के बल्लेबाज ईशान ने 108 गेंदों पर 157 रन बनाकर संघर्ष कर दिया और टीम को संकट से उबारा। — [755, 812, 919, 887]
kaif-portrait-photo — [19, 15, 78, 105]
khelo-india-para-5: उन्होंने बताया कि खेलों के आयोजन के लिए विभिन्न विभागों के अधिकारियों के साथ समन्वय स्थापित किया जा रहा है। सभी तैयारियां समय पर पूरी कर ली जाएंगी। — [364, 1374, 529, 1405]
